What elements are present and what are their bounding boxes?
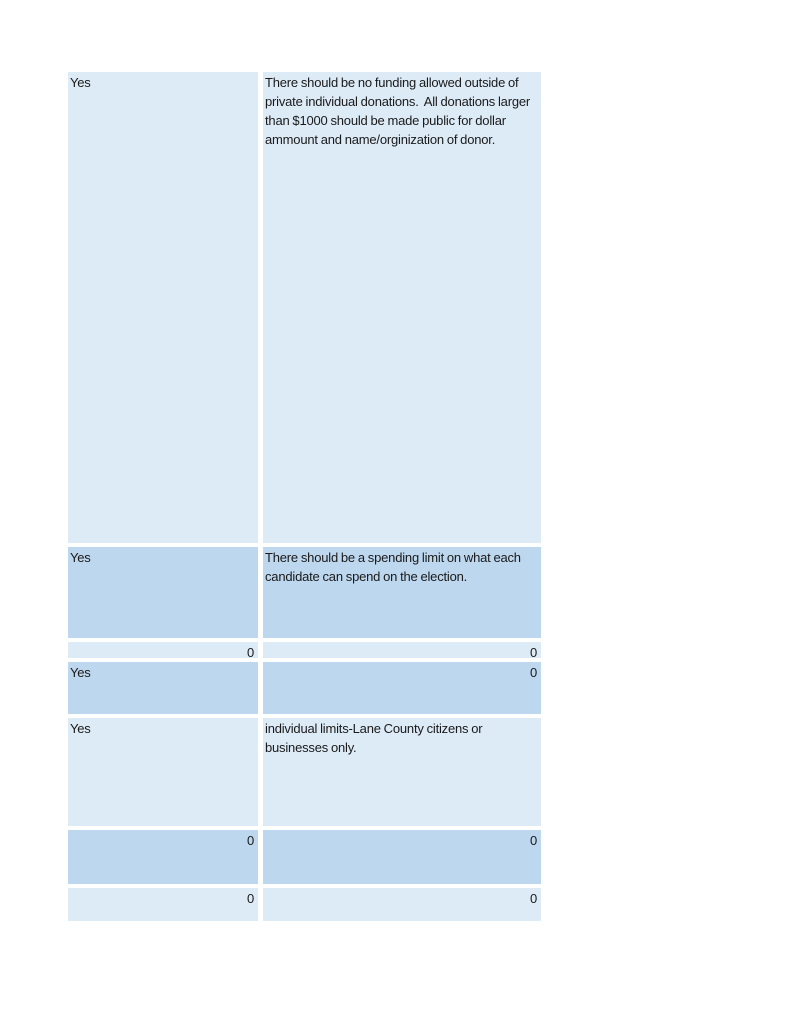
table-row xyxy=(68,830,541,884)
table-cell-comment: There should be no funding allowed outside of private individual donations. All donations larger than $1000 should be made public for dollar ammount and name/orginization of donor. xyxy=(263,72,541,543)
table-row xyxy=(68,642,541,658)
table-cell-comment: 0 xyxy=(263,642,541,658)
table-cell-comment: 0 xyxy=(263,888,541,921)
table-row xyxy=(68,662,541,714)
table-cell-answer: 0 xyxy=(68,830,258,884)
table-cell-comment: There should be a spending limit on what each candidate can spend on the election. xyxy=(263,547,541,638)
table-cell-comment: individual limits-Lane County citizens or businesses only. xyxy=(263,718,541,826)
table-cell-answer: Yes xyxy=(68,662,258,714)
table-row xyxy=(68,718,541,826)
survey-response-table xyxy=(68,72,541,921)
table-cell-comment: 0 xyxy=(263,662,541,714)
table-cell-comment: 0 xyxy=(263,830,541,884)
table-cell-answer: Yes xyxy=(68,72,258,543)
table-cell-answer: 0 xyxy=(68,888,258,921)
table-cell-answer: Yes xyxy=(68,718,258,826)
table-row xyxy=(68,547,541,638)
table-row xyxy=(68,72,541,543)
table-cell-answer: 0 xyxy=(68,642,258,658)
table-row xyxy=(68,888,541,921)
table-cell-answer: Yes xyxy=(68,547,258,638)
